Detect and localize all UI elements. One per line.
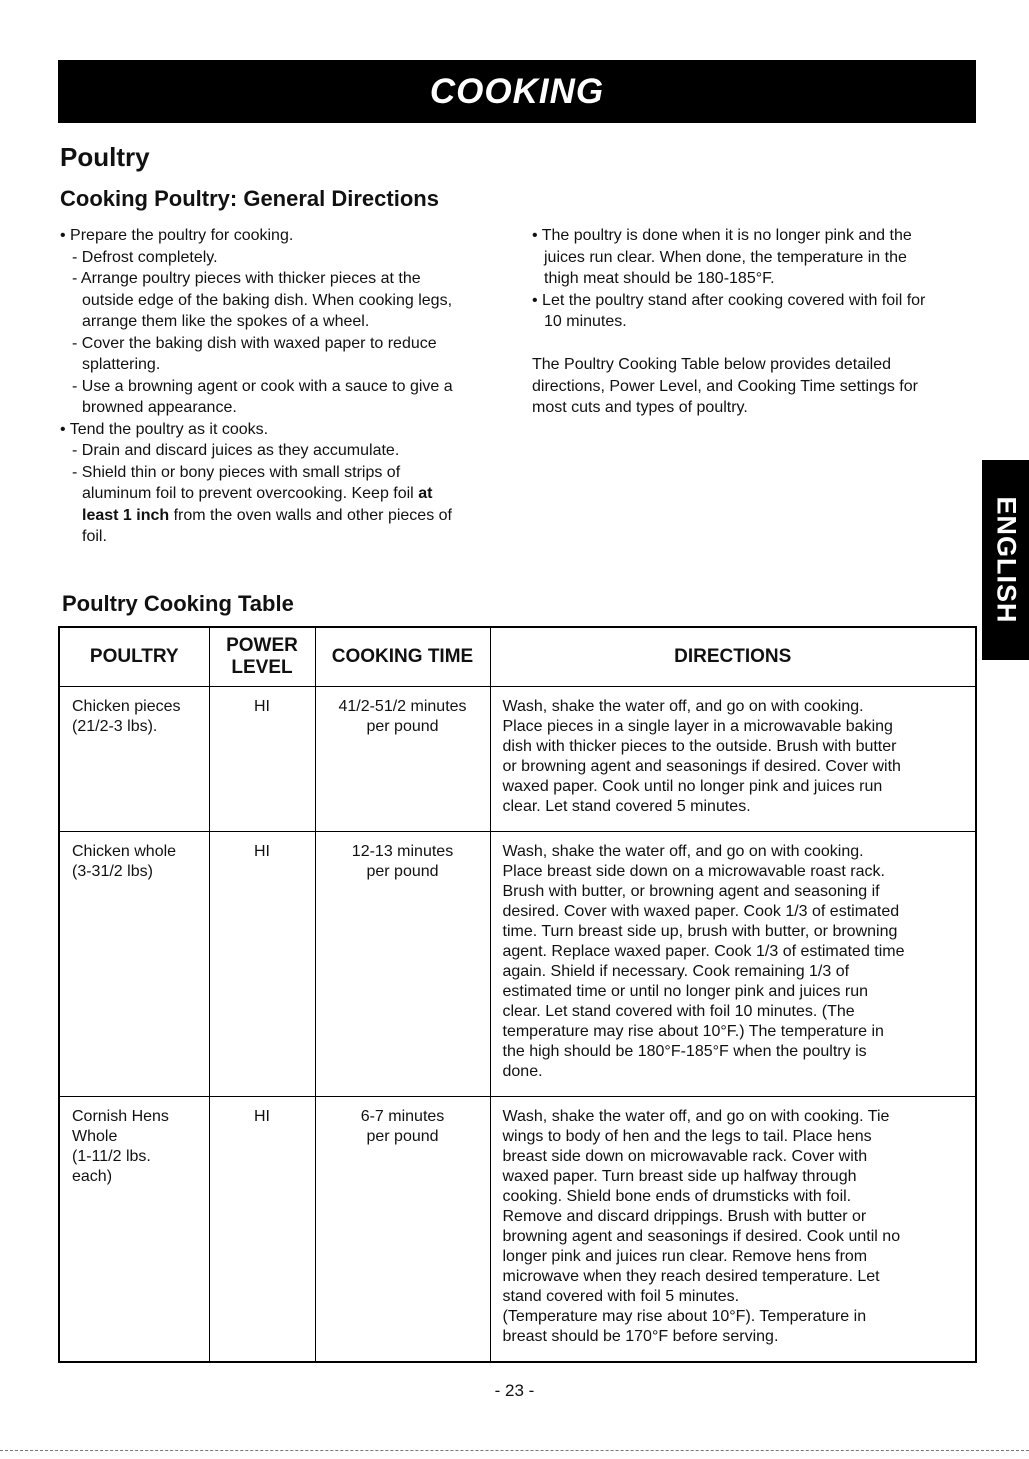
header-cooking-time: COOKING TIME bbox=[315, 627, 490, 687]
cell-poultry: Chicken pieces (21/2-3 lbs). bbox=[59, 687, 209, 832]
language-tab-label: ENGLISH bbox=[991, 496, 1021, 624]
language-tab bbox=[982, 460, 1029, 660]
step-arrange-cont: arrange them like the spokes of a wheel. bbox=[82, 313, 370, 330]
bullet-done: • The poultry is done when it is no longer pink and the bbox=[532, 227, 912, 244]
step-shield: - Shield thin or bony pieces with small strips of bbox=[72, 463, 401, 481]
table-intro: The Poultry Cooking Table below provides detailed bbox=[532, 356, 892, 373]
cell-time: 6-7 minutes per pound bbox=[315, 1097, 490, 1363]
table-row bbox=[59, 687, 976, 832]
cell-power: HI bbox=[209, 1097, 315, 1363]
bullet-stand: • Let the poultry stand after cooking covered with foil for bbox=[532, 291, 926, 309]
cooking-banner bbox=[58, 60, 976, 123]
cell-directions: Wash, shake the water off, and go on with cooking. Place breast side down on a microwavable roast rack. Brush with butter, or browning agent and seasoning if desired. Cover with waxed paper. Cook 1/3 of estimated time. Turn breast side up, brush with butter, or browning agent. Replace waxed paper. Cook 1/3 of estimated time again. Shield if necessary. Cook remaining 1/3 of estimated time or until no longer pink and juices run clear. Let stand covered with foil 10 minutes. (The temperature may rise about 10°F.) The temperature in the high should be 180°F-185°F when the poultry is done. bbox=[490, 832, 976, 1097]
subsection-title: Cooking Poultry: General Directions bbox=[60, 186, 439, 211]
section-title: Poultry bbox=[60, 142, 150, 172]
general-directions-left bbox=[60, 225, 520, 548]
table-header-row bbox=[59, 627, 976, 687]
cell-time: 41/2-51/2 minutes per pound bbox=[315, 687, 490, 832]
bullet-prepare: • Prepare the poultry for cooking. bbox=[60, 227, 294, 244]
step-drain: - Drain and discard juices as they accumulate. bbox=[72, 442, 400, 459]
step-cover-cont: splattering. bbox=[82, 356, 161, 373]
header-directions: DIRECTIONS bbox=[490, 627, 976, 687]
table-row bbox=[59, 1097, 976, 1363]
cell-poultry: Chicken whole (3-31/2 lbs) bbox=[59, 832, 209, 1097]
header-power-level: POWER LEVEL bbox=[209, 627, 315, 687]
step-arrange-cont: outside edge of the baking dish. When cooking legs, bbox=[82, 291, 453, 309]
step-shield-cont: least 1 inch from the oven walls and other pieces of bbox=[82, 506, 452, 524]
step-cover: - Cover the baking dish with waxed paper to reduce bbox=[72, 334, 437, 352]
cell-poultry: Cornish Hens Whole (1-11/2 lbs. each) bbox=[59, 1097, 209, 1363]
table-row bbox=[59, 832, 976, 1097]
page-number: - 23 - bbox=[494, 1381, 535, 1400]
header-poultry: POULTRY bbox=[59, 627, 209, 687]
page-edge-divider bbox=[0, 1450, 1029, 1451]
cell-power: HI bbox=[209, 832, 315, 1097]
banner-title: COOKING bbox=[429, 71, 605, 111]
cell-directions: Wash, shake the water off, and go on with cooking. Tie wings to body of hen and the legs to tail. Place hens breast side down on microwavable rack. Cover with waxed paper. Turn breast side up halfway through cooking. Shield bone ends of drumsticks with foil. Remove and discard drippings. Brush with butter or browning agent and seasonings if desired. Cook until no longer pink and juices run clear. Remove hens from microwave when they reach desired temperature. Let stand covered with foil 5 minutes. (Temperature may rise about 10°F). Temperature in breast should be 170°F before serving. bbox=[490, 1097, 976, 1363]
table-intro: directions, Power Level, and Cooking Time settings for bbox=[532, 377, 918, 395]
general-directions-right bbox=[532, 225, 982, 419]
step-shield-cont: foil. bbox=[82, 528, 107, 545]
table-title: Poultry Cooking Table bbox=[62, 591, 294, 616]
step-browning: - Use a browning agent or cook with a sauce to give a bbox=[72, 377, 453, 395]
bullet-done-cont: thigh meat should be 180-185°F. bbox=[544, 270, 775, 287]
cell-directions: Wash, shake the water off, and go on with cooking. Place pieces in a single layer in a microwavable baking dish with thicker pieces to the outside. Brush with butter or browning agent and seasonings if desired. Cover with waxed paper. Cook until no longer pink and juices run clear. Let stand covered 5 minutes. bbox=[490, 687, 976, 832]
cell-power: HI bbox=[209, 687, 315, 832]
bullet-done-cont: juices run clear. When done, the temperature in the bbox=[544, 248, 907, 266]
step-shield-cont: aluminum foil to prevent overcooking. Keep foil at bbox=[82, 485, 433, 502]
bullet-tend: • Tend the poultry as it cooks. bbox=[60, 420, 269, 438]
cell-time: 12-13 minutes per pound bbox=[315, 832, 490, 1097]
table-intro: most cuts and types of poultry. bbox=[532, 399, 748, 416]
bullet-stand-cont: 10 minutes. bbox=[544, 313, 627, 330]
step-arrange: - Arrange poultry pieces with thicker pieces at the bbox=[72, 270, 421, 287]
poultry-cooking-table bbox=[58, 626, 977, 1363]
step-browning-cont: browned appearance. bbox=[82, 399, 237, 416]
step-defrost: - Defrost completely. bbox=[72, 248, 218, 266]
